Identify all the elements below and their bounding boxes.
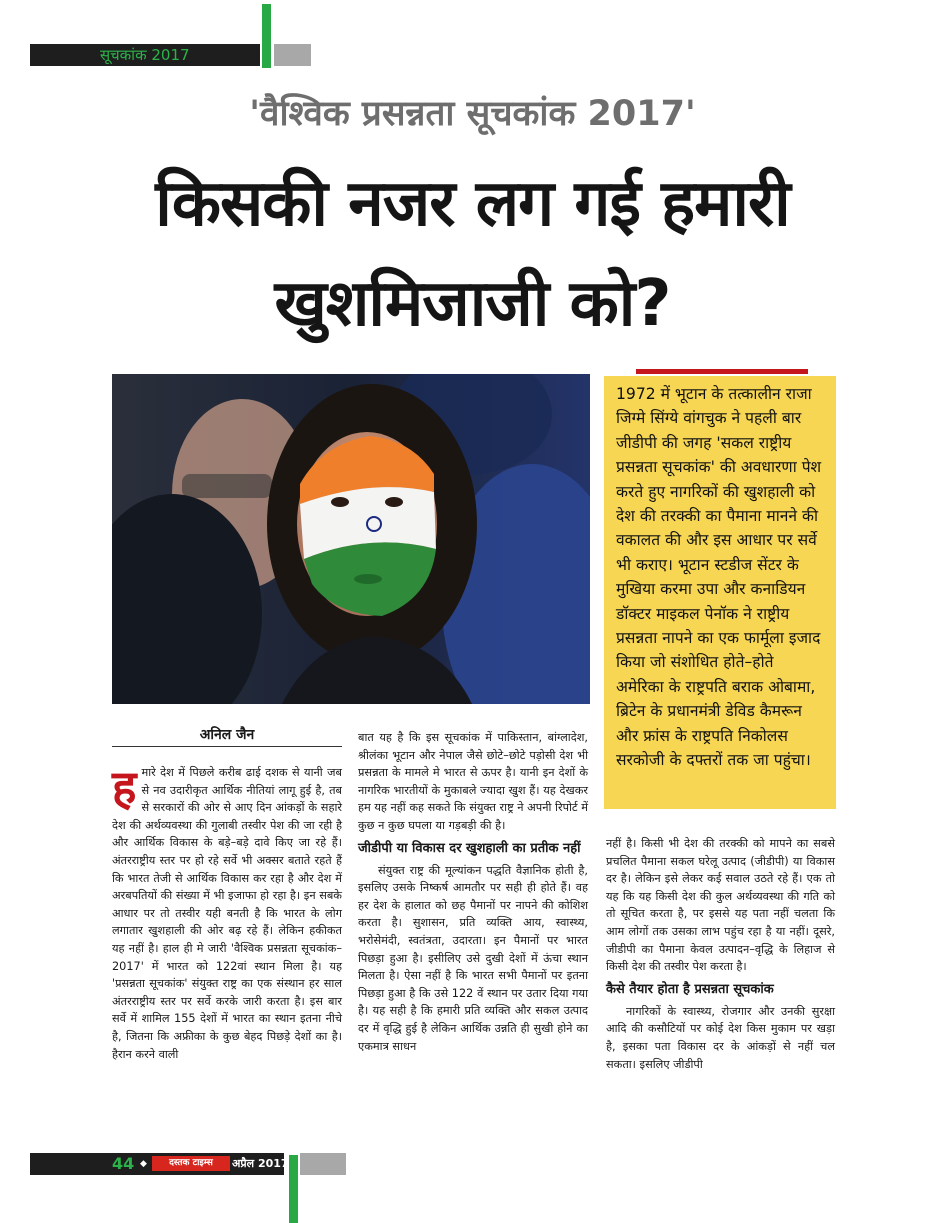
issue-date: अप्रैल 2017 (232, 1157, 289, 1170)
sidebar-accent-rule (636, 369, 808, 374)
byline-rule (112, 746, 342, 747)
subhead-gdp: जीडीपी या विकास दर खुशहाली का प्रतीक नहीं (358, 840, 581, 856)
grey-accent-block-bottom (300, 1153, 346, 1175)
column-2-text-1: बात यह है कि इस सूचकांक में पाकिस्तान, बांग्लादेश, श्रीलंका भूटान और नेपाल जैसे छोटे–छोटे पड़ोसी देश भी प्रसन्नता के मामले मे भारत से ऊपर है। यानी इन देशों के नागरिक भारतीयों के मुकाबले ज्यादा खुश हैं। यह देखकर हम यह नहीं कह सकते कि संयुक्त राष्ट्र ने अपनी रिपोर्ट में कुछ न कुछ घपला या गड़बड़ी की है। (358, 731, 588, 832)
subhead-index-method: कैसे तैयार होता है प्रसन्नता सूचकांक (606, 981, 774, 997)
headline-line-1: किसकी नजर लग गई हमारी (155, 167, 790, 241)
grey-accent-block (274, 44, 311, 66)
sidebar-box (604, 376, 836, 809)
green-accent-line-bottom (289, 1155, 298, 1223)
section-tag: सूचकांक 2017 (100, 46, 190, 64)
sidebar-text: 1972 में भूटान के तत्कालीन राजा जिग्मे सिंग्ये वांगचुक ने पहली बार जीडीपी की जगह 'सकल राष्ट्रीय प्रसन्नता सूचकांक' की अवधारणा पेश करते हुए नागरिकों की खुशहाली को देश की तरक्की का पैमाना मानने की वकालत की और इस आधार पर सर्वे भी कराए। भूटान स्टडीज सेंटर के मुखिया करमा उपा और कनाडियन डॉक्टर माइकल पेनॉक ने राष्ट्रीय प्रसन्नता नापने का एक फार्मूला इजाद किया जो संशोधित होते–होते अमेरिका के राष्ट्रपति बराक ओबामा, ब्रिटेन के प्रधानमंत्री डेविड कैमरून और फ्रांस के राष्ट्रपति निकोलस सरकोजी के दफ्तरों तक जा पहुंचा। (616, 385, 822, 770)
byline: अनिल जैन (199, 727, 255, 743)
column-1-text: मारे देश में पिछले करीब ढाई दशक से यानी जब से नव उदारीकृत आर्थिक नीतियां लागू हुई है, तब से सरकारों की ओर से आए दिन आंकड़ों के सहारे देश की अर्थव्यवस्था की गुलाबी तस्वीर पेश की जा रही है और आर्थिक विकास के बड़े–बड़े दावे किए जा रहे हैं। अंतरराष्ट्रीय स्तर पर हो रहे सर्वे भी अक्सर बताते रहते हैं कि भारत तेजी से आर्थिक विकास कर रहा है और देश में अरबपतियों की संख्या में भी इजाफा हो रहा है। इन सबके आधार पर तो तस्वीर यही बनती है कि भारत के लोग लगातार खुशहाली की ओर बढ़ रहे हैं। लेकिन हकीकत यह नहीं है। हाल ही मे जारी 'वैश्विक प्रसन्नता सूचकांक–2017' में भारत को 122वां स्थान मिला है। यह 'प्रसन्नता सूचकांक' संयुक्त राष्ट्र का एक संस्थान हर साल अंतरराष्ट्रीय स्तर पर सर्वे करके जारी करता है। इस बार सर्वे में शामिल 155 देशों में भारत का स्थान इतना नीचे है, जितना कि अफ्रीका के कुछ बेहद पिछड़े देशों का है। हैरान करने वाली (112, 766, 342, 1061)
page-number: 44 (112, 1154, 135, 1173)
column-2-text-2: संयुक्त राष्ट्र की मूल्यांकन पद्धति वैज्ञानिक होती है, इसलिए उसके निष्कर्ष आमतौर पर सही ही होते हैं। वह हर देश के हालात को छह पैमानों पर नापने की कोशिश करता है। सुशासन, प्रति व्यक्ति आय, स्वास्थ्य, भरोसेमंदी, स्वतंत्रता, उदारता। इन पैमानों पर भारत पिछड़ा हुआ है। इसीलिए उसे दुखी देशों में ऊंचा स्थान मिलता है। ऐसा नहीं है कि भारत सभी पैमानों पर इतना पिछड़ा हुआ है कि उसे 122 वें स्थान पर उतार दिया गया है। यह सही है कि हमारी प्रति व्यक्ति और सकल उत्पाद दर में वृद्धि हुई है लेकिन आर्थिक उन्नति ही सुखी होने का एकमात्र साधन (358, 863, 588, 1053)
article-column-3 (606, 835, 835, 1073)
article-column-1 (112, 760, 342, 1063)
article-photo (112, 374, 590, 704)
green-accent-line (262, 4, 271, 68)
kicker: 'वैश्विक प्रसन्नता सूचकांक 2017' (249, 94, 696, 134)
column-3-text-1: नहीं है। किसी भी देश की तरक्की को मापने का सबसे प्रचलित पैमाना सकल घरेलू उत्पाद (जीडीपी) या विकास दर है। लेकिन इसे लेकर कई सवाल उठते रहे हैं। एक तो यह कि यह किसी देश की कुल अर्थव्यवस्था की गति को तो सूचित करता है, पर इससे यह पता नहीं चलता कि आम लोगों तक उसका लाभ पहुंच रहा है या नहीं। दूसरे, जीडीपी का पैमाना केवल उत्पादन–वृद्धि के लिहाज से किसी देश की तस्वीर पेश करता है। (606, 837, 835, 974)
headline-line-2: खुशमिजाजी को? (274, 267, 671, 341)
magazine-logo: दस्तक टाइम्स (152, 1156, 230, 1171)
dropcap: ह (112, 760, 137, 814)
article-column-2 (358, 729, 588, 1055)
fan-face-paint-photo-icon (112, 374, 590, 704)
column-3-text-2: नागरिकों के स्वास्थ्य, रोजगार और उनकी सुरक्षा आदि की कसौटियों पर कोई देश किस मुकाम पर खड़ा है, इसका पता विकास दर के आंकड़ों से नहीं चल सकता। इसलिए जीडीपी (606, 1004, 835, 1071)
footer-separator: ◆ (140, 1159, 147, 1169)
